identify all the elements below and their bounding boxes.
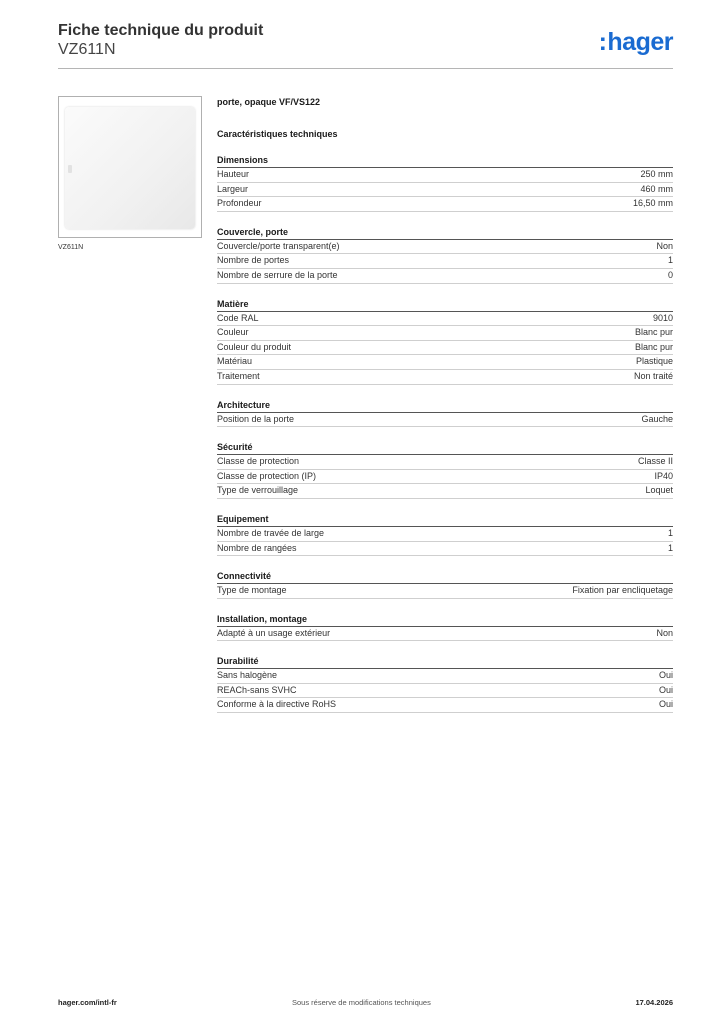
spec-label: Nombre de serrure de la porte	[217, 269, 338, 280]
spec-row	[217, 312, 673, 327]
section-title: Couvercle, porte	[217, 227, 673, 240]
page-title: Fiche technique du produit	[58, 22, 264, 39]
spec-section	[217, 227, 673, 284]
spec-value: Plastique	[635, 356, 673, 367]
spec-row	[217, 355, 673, 370]
product-description: porte, opaque VF/VS122	[217, 97, 321, 107]
spec-label: Position de la porte	[217, 413, 295, 424]
spec-value: Loquet	[645, 485, 673, 496]
footer-disclaimer: Sous réserve de modifications techniques	[292, 998, 431, 1007]
spec-value: Fixation par encliquetage	[572, 585, 673, 596]
spec-label: Classe de protection	[217, 456, 300, 467]
spec-value: Non traité	[633, 370, 673, 381]
spec-section	[217, 155, 673, 212]
spec-row	[217, 370, 673, 385]
section-title: Equipement	[217, 514, 673, 527]
spec-row	[217, 698, 673, 713]
section-title: Architecture	[217, 400, 673, 413]
spec-row	[217, 527, 673, 542]
spec-label: Traitement	[217, 370, 260, 381]
spec-row	[217, 627, 673, 642]
spec-value: Oui	[658, 699, 673, 710]
spec-value: 0	[667, 269, 673, 280]
spec-row	[217, 341, 673, 356]
hager-logo	[599, 28, 673, 57]
spec-value: 460 mm	[640, 183, 673, 194]
spec-value: 1	[667, 542, 673, 553]
spec-label: Nombre de portes	[217, 255, 290, 266]
spec-label: Hauteur	[217, 169, 250, 179]
spec-label: Code RAL	[217, 312, 259, 323]
spec-row	[217, 455, 673, 470]
spec-section	[217, 400, 673, 428]
spec-label: Nombre de travée de large	[217, 527, 325, 538]
footer-date: 17.04.2026	[635, 998, 673, 1007]
section-title: Sécurité	[217, 442, 673, 455]
product-reference: VZ611N	[58, 41, 116, 58]
spec-value: Gauche	[641, 413, 673, 424]
spec-section	[217, 614, 673, 642]
spec-label: REACh-sans SVHC	[217, 684, 297, 695]
spec-sections	[217, 155, 673, 713]
tech-characteristics-title: Caractéristiques techniques	[217, 129, 338, 139]
footer-website-link[interactable]: hager.com/intl-fr	[58, 998, 117, 1007]
spec-row	[217, 240, 673, 255]
spec-content	[217, 96, 673, 713]
spec-value: 1	[667, 527, 673, 538]
spec-section	[217, 299, 673, 385]
spec-label: Adapté à un usage extérieur	[217, 627, 331, 638]
spec-value: Blanc pur	[634, 327, 673, 338]
spec-row	[217, 269, 673, 284]
spec-row	[217, 669, 673, 684]
spec-section	[217, 514, 673, 556]
spec-label: Classe de protection (IP)	[217, 470, 317, 481]
spec-row	[217, 183, 673, 198]
spec-value: 9010	[652, 312, 673, 323]
spec-row	[217, 254, 673, 269]
spec-row	[217, 584, 673, 599]
spec-label: Nombre de rangées	[217, 542, 297, 553]
spec-value: 250 mm	[640, 169, 673, 179]
spec-label: Type de verrouillage	[217, 485, 299, 496]
spec-section	[217, 571, 673, 599]
spec-value: Classe II	[637, 456, 673, 467]
spec-row	[217, 470, 673, 485]
door-latch	[68, 165, 72, 173]
spec-label: Couvercle/porte transparent(e)	[217, 240, 340, 251]
spec-row	[217, 326, 673, 341]
spec-label: Couleur du produit	[217, 341, 292, 352]
section-title: Dimensions	[217, 155, 673, 168]
spec-row	[217, 542, 673, 557]
spec-value: Oui	[658, 670, 673, 681]
spec-row	[217, 484, 673, 499]
spec-value: IP40	[654, 470, 673, 481]
section-title: Connectivité	[217, 571, 673, 584]
spec-value: Blanc pur	[634, 341, 673, 352]
page-header	[58, 22, 673, 68]
spec-label: Couleur	[217, 327, 249, 338]
spec-row	[217, 168, 673, 183]
spec-value: Non	[656, 627, 673, 638]
spec-row	[217, 684, 673, 699]
spec-value: 1	[667, 255, 673, 266]
spec-label: Largeur	[217, 183, 249, 194]
spec-label: Profondeur	[217, 198, 262, 209]
spec-row	[217, 197, 673, 212]
section-title: Durabilité	[217, 656, 673, 669]
spec-value: Oui	[658, 684, 673, 695]
section-title: Installation, montage	[217, 614, 673, 627]
image-caption: VZ611N	[58, 244, 84, 251]
spec-label: Sans halogène	[217, 670, 278, 681]
header-divider	[58, 68, 673, 69]
spec-row	[217, 413, 673, 428]
spec-value: 16,50 mm	[632, 198, 673, 209]
spec-label: Matériau	[217, 356, 253, 367]
spec-section	[217, 442, 673, 499]
door-panel-image	[65, 107, 195, 229]
product-image	[58, 96, 202, 238]
section-title: Matière	[217, 299, 673, 312]
spec-section	[217, 656, 673, 713]
logo-text: hager	[607, 28, 673, 56]
spec-label: Conforme à la directive RoHS	[217, 699, 337, 710]
spec-label: Type de montage	[217, 585, 287, 596]
logo-colon-icon: :	[598, 28, 607, 56]
spec-value: Non	[656, 240, 673, 251]
